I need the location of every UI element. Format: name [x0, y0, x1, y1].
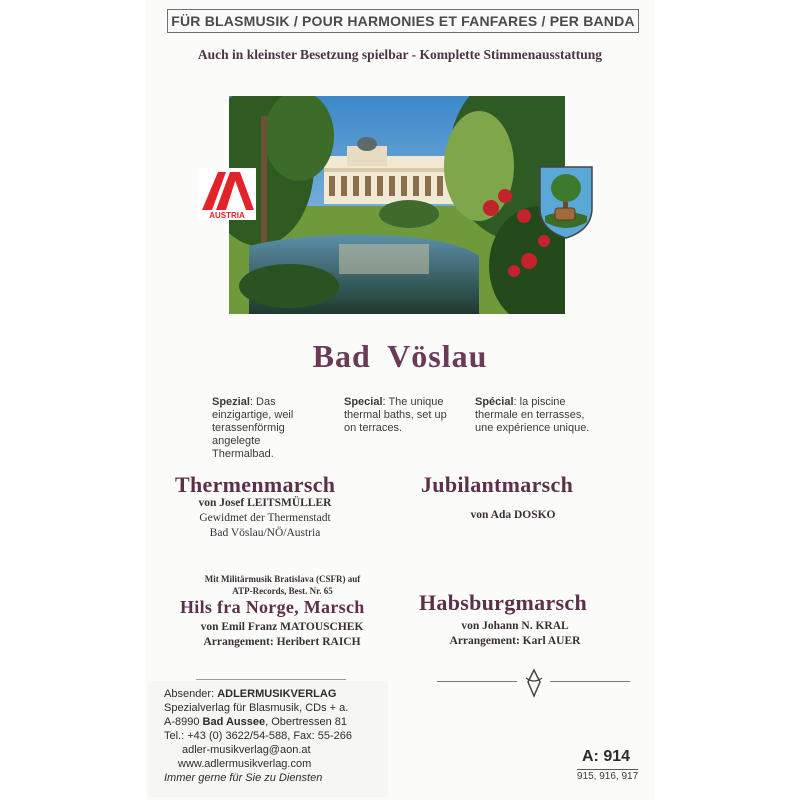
recording-line-1: Mit Militärmusik Bratislava (CSFR) auf [204, 574, 361, 584]
sender-email[interactable]: adler-musikverlag@aon.at [182, 744, 311, 756]
dedication-line-1: Gewidmet der Thermenstadt [199, 512, 331, 524]
sender-name: ADLERMUSIKVERLAG [217, 688, 337, 700]
dedication-line-2: Bad Vöslau/NÖ/Austria [209, 527, 321, 539]
composer-thermenmarsch: von Josef LEITSMÜLLER [198, 497, 332, 509]
special-en [344, 396, 452, 435]
piece-title-hils-fra-norge: Hils fra Norge, Marsch [180, 597, 365, 617]
ornament-rule-right [550, 681, 630, 682]
composer-jubilantmarsch: von Ada DOSKO [470, 509, 556, 521]
sender-postcode: A-8990 [164, 716, 203, 728]
sender-phone: Tel.: +43 (0) 3622/54-588, Fax: 55-266 [164, 730, 353, 742]
sender-street: , Obertressen 81 [265, 716, 348, 728]
piece-title-habsburgmarsch: Habsburgmarsch [419, 590, 587, 615]
subtitle: Auch in kleinster Besetzung spielbar - Komplette Stimmenausstattung [197, 47, 603, 62]
main-title: Bad Vöslau [312, 338, 488, 374]
sender-sticker [148, 681, 388, 797]
special-fr-text: : la piscine thermale en terrasses, une expérience unique. [475, 396, 590, 434]
genre-banner: FÜR BLASMUSIK / POUR HARMONIES ET FANFARES / PER BANDA [167, 9, 639, 33]
special-de [212, 396, 317, 461]
composer-habsburgmarsch: von Johann N. KRAL [461, 620, 569, 632]
special-fr [475, 396, 593, 435]
sender-city: Bad Aussee [202, 716, 266, 728]
special-fr-label: Spécial [475, 396, 514, 408]
arranger-hils-fra-norge: Arrangement: Heribert RAICH [203, 636, 361, 648]
special-en-label: Special [344, 396, 383, 408]
coat-of-arms-icon [537, 164, 595, 240]
piece-title-jubilantmarsch: Jubilantmarsch [421, 472, 574, 497]
austria-logo [198, 168, 256, 220]
ornament-icon [520, 668, 548, 703]
austria-logo-text: AUSTRIA [209, 211, 245, 220]
sender-description: Spezialverlag für Blasmusik, CDs + a. [164, 702, 349, 714]
special-de-text: : Das einzigartige, weil terassenförmig angelegte Thermalbad. [212, 396, 294, 460]
special-en-text: : The unique thermal baths, set up on terraces. [344, 396, 447, 434]
ornament-rule-left [437, 681, 517, 682]
piece-title-thermenmarsch: Thermenmarsch [175, 472, 336, 497]
recording-line-2: ATP-Records, Best. Nr. 65 [232, 586, 333, 596]
special-de-label: Spezial [212, 396, 250, 408]
arranger-habsburgmarsch: Arrangement: Karl AUER [449, 635, 581, 647]
cover-photo [229, 96, 565, 314]
order-number: A: 914 [582, 748, 631, 765]
spa-park-photo [229, 96, 565, 314]
related-numbers: 915, 916, 917 [577, 771, 639, 782]
sender-prefix: Absender: [164, 688, 218, 700]
sender-website[interactable]: www.adlermusikverlag.com [178, 758, 312, 770]
rule-left-bottom [196, 679, 346, 680]
sender-slogan: Immer gerne für Sie zu Diensten [164, 772, 323, 784]
composer-hils-fra-norge: von Emil Franz MATOUSCHEK [200, 621, 364, 633]
